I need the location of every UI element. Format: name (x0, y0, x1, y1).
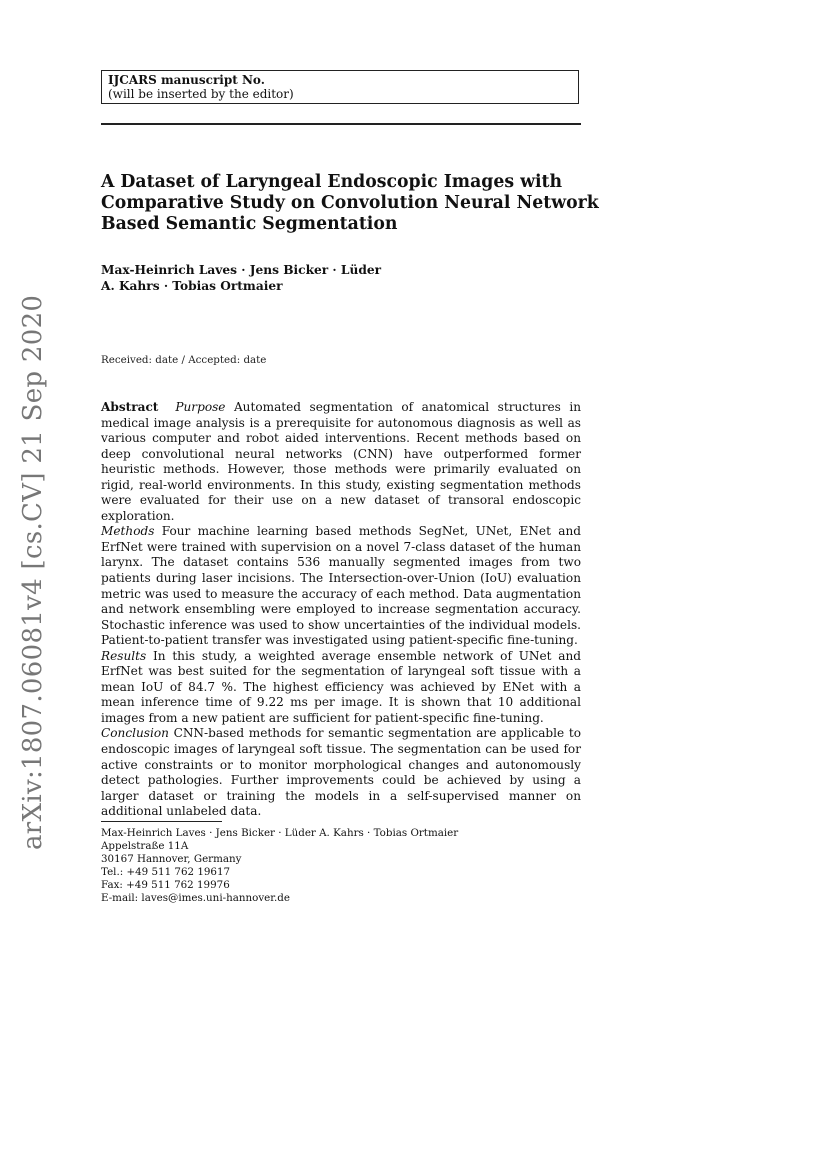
abstract (101, 400, 581, 820)
author-list (101, 262, 581, 294)
editor-note: (will be inserted by the editor) (108, 87, 294, 101)
header-rule (101, 123, 581, 125)
received-date: Received: date / Accepted: date (101, 354, 267, 366)
section-heading: Methods (101, 524, 155, 539)
footnote-line: Appelstraße 11A (101, 840, 189, 852)
manuscript-header-box (101, 70, 579, 104)
section-text: In this study, a weighted average ensemble network of UNet and ErfNet was best suited for the segmentation of laryngeal soft tissue with a mean IoU of 84.7 %. The highest efficiency was achieved by ENet with a mean inference time of 9.22 ms per image. It is shown that 10 additional images from a new patient are sufficient for patient-specific fine-tuning. (101, 648, 581, 725)
section-heading: Conclusion (101, 726, 169, 741)
author-line: A. Kahrs · Tobias Ortmaier (101, 279, 283, 293)
title-line: Based Semantic Segmentation (101, 214, 398, 234)
abstract-label: Abstract (101, 400, 159, 414)
footnote-line: 30167 Hannover, Germany (101, 853, 242, 865)
abstract-methods (101, 524, 581, 648)
footnote-line: E-mail: laves@imes.uni-hannover.de (101, 892, 290, 904)
section-text: Automated segmentation of anatomical structures in medical image analysis is a prerequisite for autonomous diagnosis as well as various computer and robot aided interventions. Recent methods based on deep convolutional neural networks (CNN) have outperformed former heuristic methods. However, those methods were primarily evaluated on rigid, real-world environments. In this study, existing segmentation methods were evaluated for their use on a new dataset of transoral endoscopic exploration. (101, 400, 581, 523)
manuscript-number-label: IJCARS manuscript No. (108, 73, 265, 87)
footnote-line: Tel.: +49 511 762 19617 (101, 866, 231, 878)
section-heading: Purpose (175, 400, 226, 414)
author-line: Max-Heinrich Laves · Jens Bicker · Lüder (101, 263, 382, 277)
paper-title (101, 172, 599, 235)
author-affiliation-footnote (101, 827, 581, 905)
section-heading: Results (101, 648, 147, 663)
abstract-results (101, 649, 581, 727)
section-text: Four machine learning based methods SegNet, UNet, ENet and ErfNet were trained with supervision on a novel 7-class dataset of the human larynx. The dataset contains 536 manually segmented images from two patients during laser incisions. The Intersection-over-Union (IoU) evaluation metric was used to measure the accuracy of each method. Data augmentation and network ensembling were employed to increase segmentation accuracy. Stochastic inference was used to show uncertainties of the individual models. Patient-to-patient transfer was investigated using patient-specific fine-tuning. (101, 524, 581, 648)
footnote-line: Max-Heinrich Laves · Jens Bicker · Lüder A. Kahrs · Tobias Ortmaier (101, 827, 459, 839)
section-text: CNN-based methods for semantic segmentation are applicable to endoscopic images of laryngeal soft tissue. The segmentation can be used for active constraints or to monitor morphological changes and autonomously detect pathologies. Further improvements could be achieved by using a larger dataset or training the models in a self-supervised manner on additional unlabeled data. (101, 726, 581, 819)
title-line: Comparative Study on Convolution Neural Network (101, 193, 599, 213)
footnote-line: Fax: +49 511 762 19976 (101, 879, 230, 891)
footnote-rule (101, 821, 222, 822)
title-line: A Dataset of Laryngeal Endoscopic Images with (101, 172, 563, 192)
abstract-conclusion (101, 726, 581, 819)
abstract-purpose (101, 400, 581, 524)
arxiv-identifier: arXiv:1807.06081v4 [cs.CV] 21 Sep 2020 (18, 294, 48, 850)
